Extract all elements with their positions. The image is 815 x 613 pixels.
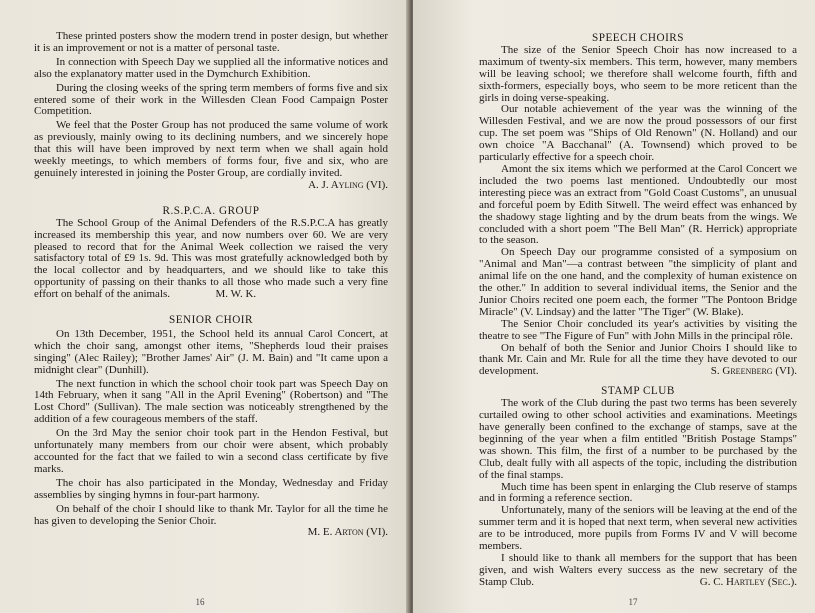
poster-paragraph-2: In connection with Speech Day we supplied all the informative notices and also the explanatory matter used in the Dymchurch Exhibition. bbox=[34, 55, 388, 80]
rspca-signature: M. W. K. bbox=[215, 288, 257, 301]
poster-paragraph-4: We feel that the Poster Group has not produced the same volume of work as previously, mainly owing to its declining numbers, and we sincerely hope that this will have been improved by next term when we shall again hold weekly meetings, to which members of forms four, five and six, who are genuinely interested in joining the Poster Group, are cordially invited. bbox=[34, 119, 388, 179]
speech-choirs-paragraph-4: On Speech Day our programme consisted of a symposium on "Animal and Man"—a contrast between "the simplicity of plant and animal life on the one hand, and the complexity of human existence on the other." In addition to several individual items, the Senior and the Junior Choirs recited one poem each, the former "The Pontoon Bridge Miracle" (V. Lindsay) and the latter "The Tiger" (W. Blake). bbox=[479, 246, 797, 318]
senior-choir-paragraph-4: The choir has also participated in the Monday, Wednesday and Friday assemblies by singing hymns in four-part harmony. bbox=[34, 476, 388, 501]
stamp-club-paragraph-3: Unfortunately, many of the seniors will be leaving at the end of the summer term and it is hoped that next term, when several new activities are to be introduced, more pupils from Forms IV and V will become members. bbox=[479, 504, 797, 553]
senior-choir-heading: SENIOR CHOIR bbox=[168, 314, 253, 327]
speech-choirs-paragraph-1: The size of the Senior Speech Choir has now increased to a maximum of twenty-six members. This term, however, many members will be leaving school; we therefore shall welcome fourth, fifth and sixth-formers, especially boys, who seem to be more reticent than the girls in doing verse-speaking. bbox=[479, 43, 797, 104]
speech-choirs-signature: S. Greenberg (VI). bbox=[710, 365, 797, 378]
speech-choirs-paragraph-2: Our notable achievement of the year was the winning of the Willesden Festival, and we are now the proud possessors of our first cup. The set poem was "Ships of Old Renown" (N. Holland) and our own choice "A Bacchanal" (A. Townsend) which proved to be particularly effective for a speech choir. bbox=[479, 103, 797, 164]
senior-choir-paragraph-1: On 13th December, 1951, the School held its annual Carol Concert, at which the choir sang, amongst other items, "Shepherds loud their praises singing" (Alec Railey); "Brother James' Air" (J. M. Bain) and "It came upon a midnight clear" (Dunhill). bbox=[34, 327, 388, 376]
right-column bbox=[479, 33, 797, 589]
rspca-paragraph bbox=[34, 218, 388, 301]
senior-choir-signature: M. E. Arton (VI). bbox=[307, 526, 388, 539]
stamp-club-signature: G. C. Hartley (Sec.). bbox=[699, 575, 797, 588]
speech-choirs-heading: SPEECH CHOIRS bbox=[592, 32, 684, 44]
right-page bbox=[413, 0, 815, 613]
rspca-text: The School Group of the Animal Defenders of the R.S.P.C.A has greatly increased its membership this year, and now numbers over 60. We are very pleased to record that for the Animal Week collection we raised the very satisfactory total of £9 1s. 9d. This was most gratefully acknowledged both by the local collector and by headquarters, and we should like to take this opportunity of passing on their thanks to all those who made such a very fine effort on behalf of the animals. bbox=[34, 216, 388, 301]
stamp-club-heading: STAMP CLUB bbox=[601, 385, 675, 398]
stamp-club-closing: I should like to thank all members for the support that has been given, and wish Walters every success as the new secretary of the Stamp Club. bbox=[479, 551, 797, 588]
poster-paragraph-1: These printed posters show the modern trend in poster design, but whether it is an improvement or not is a matter of personal taste. bbox=[34, 30, 388, 54]
stamp-club-paragraph-2: Much time has been spent in enlarging the Club reserve of stamps and in forming a reference section. bbox=[479, 480, 797, 505]
speech-choirs-paragraph-3: Amont the six items which we performed at the Carol Concert we included the two poems last mentioned. Undoubtedly our most interesting piece was an extract from "Gold Coast Customs", an unusual and forceful poem by Edith Sitwell. The weird effect was enhanced by the shadowy stage lighting and by the drum beats from the wings. We concluded with a short poem "The Bell Man" (R. Herrick) appropriate to the season. bbox=[479, 162, 797, 247]
page-number-left: 16 bbox=[195, 597, 205, 607]
poster-signature: A. J. Ayling (VI). bbox=[308, 178, 388, 191]
left-column bbox=[34, 31, 388, 539]
senior-choir-paragraph-2: The next function in which the school choir took part was Speech Day on 14th February, when it sang "All in the April Evening" (Robertson) and "The Lost Chord" (Sullivan). The male section was noticeably strengthened by the addition of a few courageous members of the staff. bbox=[34, 377, 388, 426]
speech-choirs-closing: On behalf of both the Senior and Junior Choirs I should like to thank Mr. Cain and Mr. Rule for all the time they have devoted to our development. bbox=[479, 341, 797, 378]
speech-choirs-paragraph-5: The Senior Choir concluded its year's activities by visiting the theatre to see "The Figure of Fun" with John Mills in the principal rôle. bbox=[479, 317, 797, 342]
rspca-heading: R.S.P.C.A. GROUP bbox=[162, 204, 260, 217]
page-number-right: 17 bbox=[628, 597, 638, 607]
stamp-club-paragraph-1: The work of the Club during the past two terms has been severely curtailed owing to other school activities and examinations. Meetings have generally been confined to the exchange of stamps, save at the beginning of the year when a film entitled "British Postage Stamps" was shown. This film, the first of a number to be purchased by the Club, dealt fully with all aspects of the topic, including the distribution of the final stamps. bbox=[479, 397, 797, 481]
poster-paragraph-3: During the closing weeks of the spring term members of forms five and six entered some of their work in the Willesden Clean Food Campaign Poster Competition. bbox=[34, 81, 388, 118]
senior-choir-paragraph-5: On behalf of the choir I should like to thank Mr. Taylor for all the time he has given to developing the Senior Choir. bbox=[34, 502, 388, 527]
senior-choir-paragraph-3: On the 3rd May the senior choir took part in the Hendon Festival, but unfortunately many members from our choir were absent, which probably accounted for the fact that we failed to win a second class certificate by five marks. bbox=[34, 427, 388, 475]
